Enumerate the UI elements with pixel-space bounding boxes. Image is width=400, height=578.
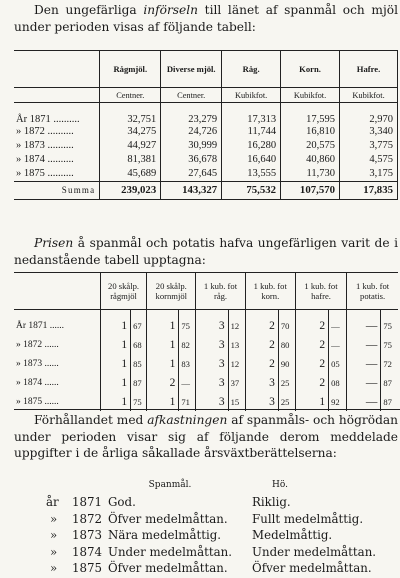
prices-cell: 3 [245, 373, 278, 392]
import-header-col: Hafre. [340, 51, 398, 88]
prices-row-label: » 1874 ...... [14, 373, 100, 392]
prices-header-col: 1 kub. fot korn. [245, 273, 295, 310]
import-table-row [14, 125, 398, 139]
import-cell: 16,280 [222, 139, 281, 153]
yield-text-pre: Förhållandet med [34, 413, 148, 427]
prices-cell: — [347, 310, 381, 336]
prices-header-col: 1 kub. fot potatis. [347, 273, 398, 310]
harvest-row [46, 560, 382, 577]
import-table-row [14, 153, 398, 167]
prices-cell: 1 [147, 354, 179, 373]
import-cell: 13,555 [222, 167, 281, 182]
harvest-header-row [46, 476, 382, 494]
import-sum-cell: 239,023 [100, 181, 161, 199]
harvest-spanmal: God. [108, 495, 136, 510]
prices-cell: 75 [179, 310, 196, 336]
prices-row [14, 373, 398, 392]
intro-emphasis: införseln [143, 3, 198, 17]
import-cell: 24,726 [161, 125, 222, 139]
prices-row [14, 335, 398, 354]
harvest-ho: Medelmåttig. [252, 528, 333, 543]
prices-cell: 08 [329, 373, 347, 392]
prices-cell: 2 [147, 373, 179, 392]
prices-cell: 3 [196, 335, 228, 354]
prices-cell: 1 [100, 310, 130, 336]
harvest-ho: Riklig. [252, 495, 291, 510]
prices-row [14, 354, 398, 373]
prices-cell: 12 [228, 310, 245, 336]
prices-cell: 2 [295, 310, 328, 336]
prices-cell: 68 [131, 335, 147, 354]
prices-cell: 70 [278, 310, 295, 336]
prices-header-col: 20 skålp. kornmjöl [147, 273, 196, 310]
prices-cell: 2 [245, 354, 278, 373]
prices-row-label: » 1875 ...... [14, 392, 100, 411]
import-table-row [14, 103, 398, 125]
prices-cell: 15 [228, 392, 245, 411]
import-row-label: » 1873 .......... [14, 139, 100, 153]
prices-cell: 1 [147, 335, 179, 354]
harvest-year: 1875 [72, 561, 103, 576]
prices-cell: 3 [196, 310, 228, 336]
prices-header-col: 20 skålp. rågmjöl [100, 273, 146, 310]
prices-cell: 37 [228, 373, 245, 392]
harvest-prefix: » [50, 511, 58, 526]
import-cell: 3,775 [340, 139, 398, 153]
intro-paragraph [14, 2, 398, 35]
import-table-sum-row [14, 181, 398, 199]
harvest-header-blank [72, 476, 108, 494]
import-cell: 2,970 [340, 103, 398, 125]
prices-cell: 85 [131, 354, 147, 373]
import-cell: 4,575 [340, 153, 398, 167]
harvest-ho: Fullt medelmåttig. [252, 511, 364, 526]
import-cell: 16,640 [222, 153, 281, 167]
prices-cell: 05 [329, 354, 347, 373]
prices-cell: 72 [383, 358, 392, 369]
prices-cell: 82 [179, 335, 196, 354]
import-unit: Centner. [100, 88, 161, 103]
prices-cell: 87 [383, 377, 392, 388]
prices-cell: 1 [100, 373, 130, 392]
import-unit-blank [14, 88, 100, 103]
import-sum-cell: 143,327 [161, 181, 222, 199]
harvest-row [46, 511, 382, 528]
harvest-row [46, 527, 382, 544]
import-table-row [14, 167, 398, 182]
import-table-header-row [14, 51, 398, 88]
import-cell: 3,340 [340, 125, 398, 139]
prices-cell: — [347, 373, 381, 392]
import-cell: 17,595 [281, 103, 340, 125]
prices-cell: 92 [329, 392, 347, 411]
import-sum-label: Summa [14, 181, 100, 199]
prices-cell: 1 [100, 335, 130, 354]
prices-cell: 2 [295, 335, 328, 354]
import-cell: 36,678 [161, 153, 222, 167]
import-cell: 23,279 [161, 103, 222, 125]
harvest-row [46, 494, 382, 511]
prices-cell: 25 [278, 373, 295, 392]
import-unit: Kubikfot. [222, 88, 281, 103]
import-unit: Kubikfot. [281, 88, 340, 103]
prices-cell: 80 [278, 335, 295, 354]
prices-cell: 1 [147, 392, 179, 411]
prices-row-label: » 1872 ...... [14, 335, 100, 354]
yield-paragraph [14, 412, 398, 462]
import-sum-cell: 17,835 [340, 181, 398, 199]
harvest-header-spanmal: Spanmål. [148, 480, 192, 490]
prices-table [14, 272, 398, 411]
harvest-row [46, 544, 382, 561]
prices-cell: 75 [383, 339, 392, 350]
harvest-spanmal: Under medelmåttan. [108, 544, 233, 559]
import-header-col: Råg. [222, 51, 281, 88]
prices-text: å spanmål och potatis hafva ungefärligen varit de i nedanstående tabell upptagna: [14, 236, 398, 267]
prices-cell: — [179, 373, 196, 392]
import-cell: 17,313 [222, 103, 281, 125]
harvest-table [46, 476, 382, 577]
import-cell: 30,999 [161, 139, 222, 153]
prices-cell: 3 [196, 373, 228, 392]
harvest-prefix: » [50, 544, 58, 559]
import-header-col: Diverse mjöl. [161, 51, 222, 88]
harvest-header-blank [46, 476, 72, 494]
intro-text-post: till länet af spanmål och mjöl under perioden visas af följande tabell: [14, 3, 398, 34]
prices-cell: 67 [131, 310, 147, 336]
import-cell: 44,927 [100, 139, 161, 153]
import-cell: 40,860 [281, 153, 340, 167]
prices-header-row [14, 273, 398, 310]
harvest-header-ho: Hö. [272, 480, 289, 490]
prices-cell: 87 [383, 396, 392, 407]
import-cell: 27,645 [161, 167, 222, 182]
harvest-year: 1871 [72, 495, 103, 510]
prices-cell: 90 [278, 354, 295, 373]
prices-cell: 3 [245, 392, 278, 411]
intro-text-pre: Den ungefärliga [34, 3, 144, 17]
yield-text-post: af spanmåls- och högrödan under perioden visar sig af följande derom meddelade uppgifter i de årliga såkallade årsväxtberättelserna: [14, 413, 398, 460]
import-unit: Kubikfot. [340, 88, 398, 103]
harvest-year: 1873 [72, 528, 103, 543]
import-cell: 20,575 [281, 139, 340, 153]
prices-row-label: År 1871 ...... [14, 310, 100, 336]
prices-paragraph [14, 235, 398, 268]
prices-cell: 12 [228, 354, 245, 373]
prices-row-label: » 1873 ...... [14, 354, 100, 373]
prices-cell: 2 [295, 373, 328, 392]
harvest-ho: Öfver medelmåttan. [252, 561, 372, 576]
import-cell: 11,730 [281, 167, 340, 182]
import-sum-cell: 107,570 [281, 181, 340, 199]
prices-cell: 2 [245, 310, 278, 336]
prices-cell: — [347, 392, 381, 411]
import-row-label: » 1874 .......... [14, 153, 100, 167]
prices-header-blank [14, 273, 100, 310]
prices-cell: — [329, 335, 347, 354]
prices-cell: 13 [228, 335, 245, 354]
harvest-prefix: » [50, 561, 58, 576]
import-table-unit-row [14, 88, 398, 103]
prices-header-col: 1 kub. fot råg. [196, 273, 245, 310]
prices-cell: 71 [179, 392, 196, 411]
prices-table-bottom-rule [14, 409, 400, 410]
import-sum-cell: 75,532 [222, 181, 281, 199]
prices-cell: — [329, 310, 347, 336]
harvest-spanmal: Nära medelmåttig. [108, 528, 222, 543]
prices-cell: 87 [131, 373, 147, 392]
prices-cell: — [347, 335, 381, 354]
prices-cell: 2 [245, 335, 278, 354]
import-row-label: År 1871 .......... [14, 103, 100, 125]
harvest-prefix: » [50, 528, 58, 543]
import-table [14, 50, 398, 200]
import-cell: 3,175 [340, 167, 398, 182]
import-row-label: » 1875 .......... [14, 167, 100, 182]
prices-cell: 1 [295, 392, 328, 411]
prices-cell: 3 [196, 392, 228, 411]
prices-cell: 25 [278, 392, 295, 411]
prices-cell: — [347, 354, 381, 373]
import-cell: 16,810 [281, 125, 340, 139]
import-cell: 32,751 [100, 103, 161, 125]
prices-cell: 1 [147, 310, 179, 336]
import-row-label: » 1872 .......... [14, 125, 100, 139]
import-cell: 45,689 [100, 167, 161, 182]
import-header-col: Korn. [281, 51, 340, 88]
import-cell: 81,381 [100, 153, 161, 167]
prices-cell: 2 [295, 354, 328, 373]
harvest-spanmal: Öfver medelmåttan. [108, 561, 228, 576]
harvest-spanmal: Öfver medelmåttan. [108, 511, 228, 526]
harvest-prefix: år [46, 495, 59, 510]
prices-cell: 83 [179, 354, 196, 373]
import-table-row [14, 139, 398, 153]
harvest-ho: Under medelmåttan. [252, 544, 377, 559]
import-unit: Centner. [161, 88, 222, 103]
import-cell: 34,275 [100, 125, 161, 139]
prices-cell: 1 [100, 392, 130, 411]
prices-cell: 75 [383, 320, 392, 331]
harvest-year: 1874 [72, 544, 103, 559]
prices-row [14, 310, 398, 336]
prices-emphasis: Prisen [34, 236, 74, 250]
prices-header-col: 1 kub. fot hafre. [295, 273, 346, 310]
harvest-year: 1872 [72, 511, 103, 526]
prices-cell: 75 [131, 392, 147, 411]
import-cell: 11,744 [222, 125, 281, 139]
yield-emphasis: afkastningen [147, 413, 228, 427]
prices-cell: 3 [196, 354, 228, 373]
import-header-blank [14, 51, 100, 88]
import-header-col: Rågmjöl. [100, 51, 161, 88]
prices-cell: 1 [100, 354, 130, 373]
